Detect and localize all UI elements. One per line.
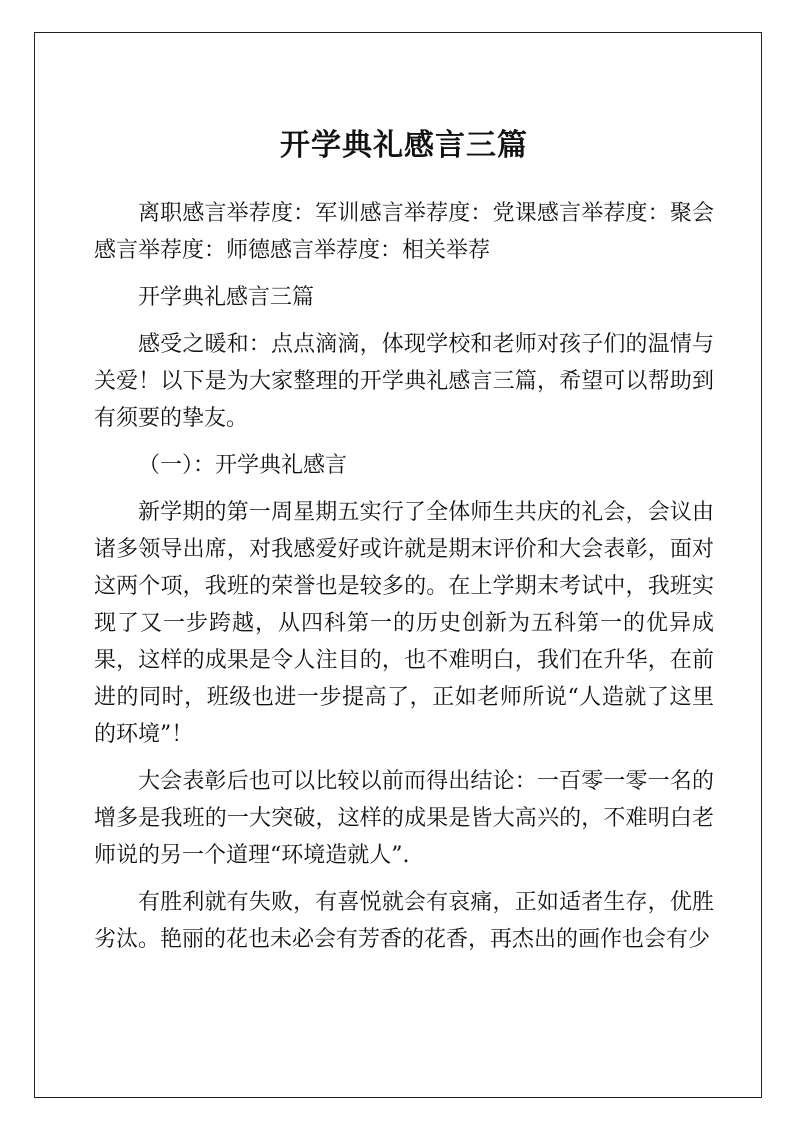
document-title: 开学典礼感言三篇: [280, 128, 528, 163]
recommendation-line: 离职感言举荐度：军训感言举荐度：党课感言举荐度：聚会感言举荐度：师德感言举荐度：相关举荐: [94, 201, 714, 263]
section-heading-1: （一）：开学典礼感言: [138, 453, 348, 478]
body-paragraph: 新学期的第一周星期五实行了全体师生共庆的礼会，会议由诸多领导出席，对我感爱好或许就是期末评价和大会表彰，面对这两个项，我班的荣誉也是较多的。在上学期末考试中，我班实现了又一步跨越，从四科第一的历史创新为五科第一的优异成果，这样的成果是令人注目的，也不难明白，我们在升华，在前进的同时，班级也进一步提高了，正如老师所说“人造就了这里的环境”！: [94, 500, 714, 747]
intro-paragraph: 感受之暖和：点点滴滴，体现学校和老师对孩子们的温情与关爱！以下是为大家整理的开学典礼感言三篇，希望可以帮助到有须要的挚友。: [94, 332, 714, 431]
body-paragraph: 大会表彰后也可以比较以前而得出结论：一百零一零一名的增多是我班的一大突破，这样的成果是皆大高兴的，不难明白老师说的另一个道理“环境造就人”.: [94, 769, 714, 868]
document-body: [94, 125, 714, 968]
body-paragraph: 有胜利就有失败，有喜悦就会有哀痛，正如适者生存，优胜劣汰。艳丽的花也未必会有芳香的花香，再杰出的画作也会有少: [94, 890, 714, 952]
article-heading: 开学典礼感言三篇: [138, 285, 315, 310]
